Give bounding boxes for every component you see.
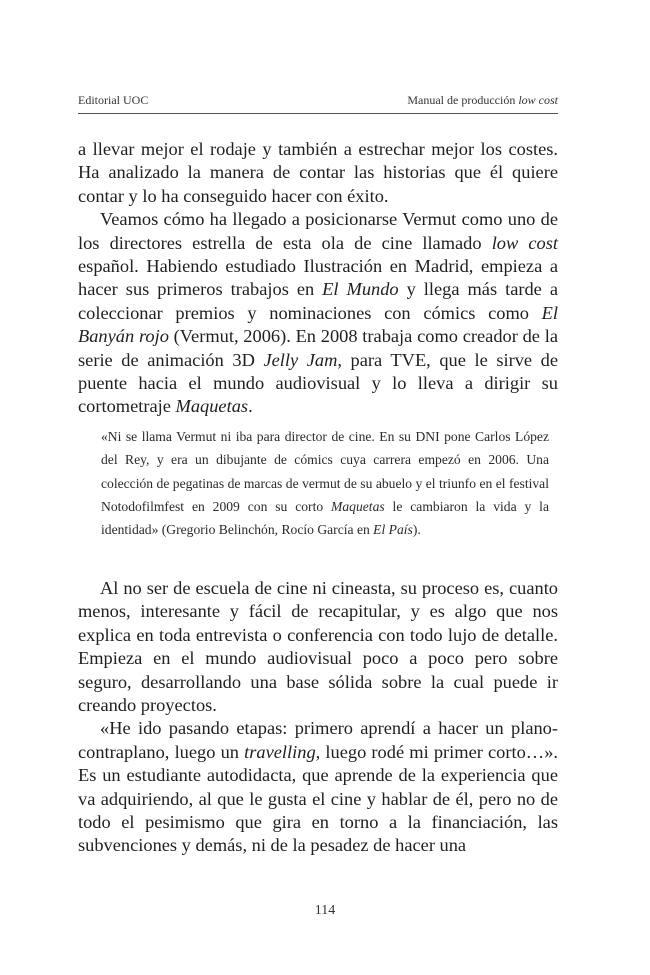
p2-italic-low-cost: low cost [491,232,558,253]
p4-italic-travelling: travelling, [244,741,321,762]
quote-italic-el-pais: El País [373,522,413,538]
paragraph-4 [78,717,558,857]
paragraph-1: a llevar mejor el rodaje y también a estrechar mejor los costes. Ha analizado la manera de contar las historias que él quiere contar y lo ha conseguido hacer con éxito. [78,139,558,206]
quote-text-e: ). [412,522,421,538]
p2-text-a: Veamos cómo ha llegado a posicionarse Vermut como uno de los directores estrella de esta ola de cine llamado [78,209,558,253]
header-title-italic: low cost [518,93,558,107]
header-rule [78,113,558,114]
header-publisher: Editorial UOC [78,93,149,107]
block-quote [101,425,549,541]
p2-text-i: para TVE, que le sirve de puente hacia el mundo audiovisual y lo lleva a dirigir su cortometraje [78,349,558,417]
p2-text-c: español. Habiendo estudiado Ilustración en Madrid, empieza a hacer sus primeros trabajos en [78,256,558,300]
quote-text-c: le cambiaron la vida y la identidad» (Gregorio Belinchón, Rocío García en [101,498,549,538]
p4-text-c: luego rodé mi primer corto…». Es un estudiante autodidacta, que aprende de la experiencia que va adquiriendo, al que le gusta el cine y hablar de él, pero no de todo el pesimismo que gira en torno a la financiación, las subvenciones y demás, ni de la pesadez de hacer una [78,741,558,856]
body-text-lower [78,577,558,858]
quote-paragraph [101,425,549,541]
body-text-upper [78,138,558,419]
p2-italic-el-mundo: El Mundo [322,279,399,300]
header-book-title [407,93,558,108]
paragraph-2 [78,208,558,419]
quote-italic-maquetas: Maquetas [331,498,385,514]
p2-text-k: . [248,396,253,417]
p2-italic-jelly-jam: Jelly Jam, [263,349,342,370]
quote-text-a: «Ni se llama Vermut ni iba para director de cine. En su DNI pone Carlos López del Rey, y era un dibujante de cómics cuya carrera empezó en 2006. Una colección de pegatinas de marcas de vermut de su abuelo y el triunfo en el festival Notodofilmfest en 2009 con su corto [101,429,549,514]
header-title-main: Manual de producción [407,93,516,107]
p4-text-a: «He ido pasando etapas: primero aprendí a hacer un plano-contraplano, luego un [78,718,558,762]
running-header [78,93,558,107]
page-number: 114 [314,903,336,918]
p2-text-g: (Vermut, 2006). En 2008 trabaja como creador de la serie de animación 3D [78,326,558,370]
p2-italic-maquetas: Maquetas [175,396,249,417]
p2-italic-banyan: El Banyán rojo [78,302,558,347]
paragraph-3: Al no ser de escuela de cine ni cineasta, su proceso es, cuanto menos, interesante y fácil de recapitular, y es algo que nos explica en toda entrevista o conferencia con todo lujo de detalle. Empieza en el mundo audiovisual poco a poco pero sobre seguro, desarrollando una base sólida sobre la cual puede ir creando proyectos. [78,578,558,716]
p2-text-e: y llega más tarde a coleccionar premios y nominaciones con cómics como [78,279,558,323]
